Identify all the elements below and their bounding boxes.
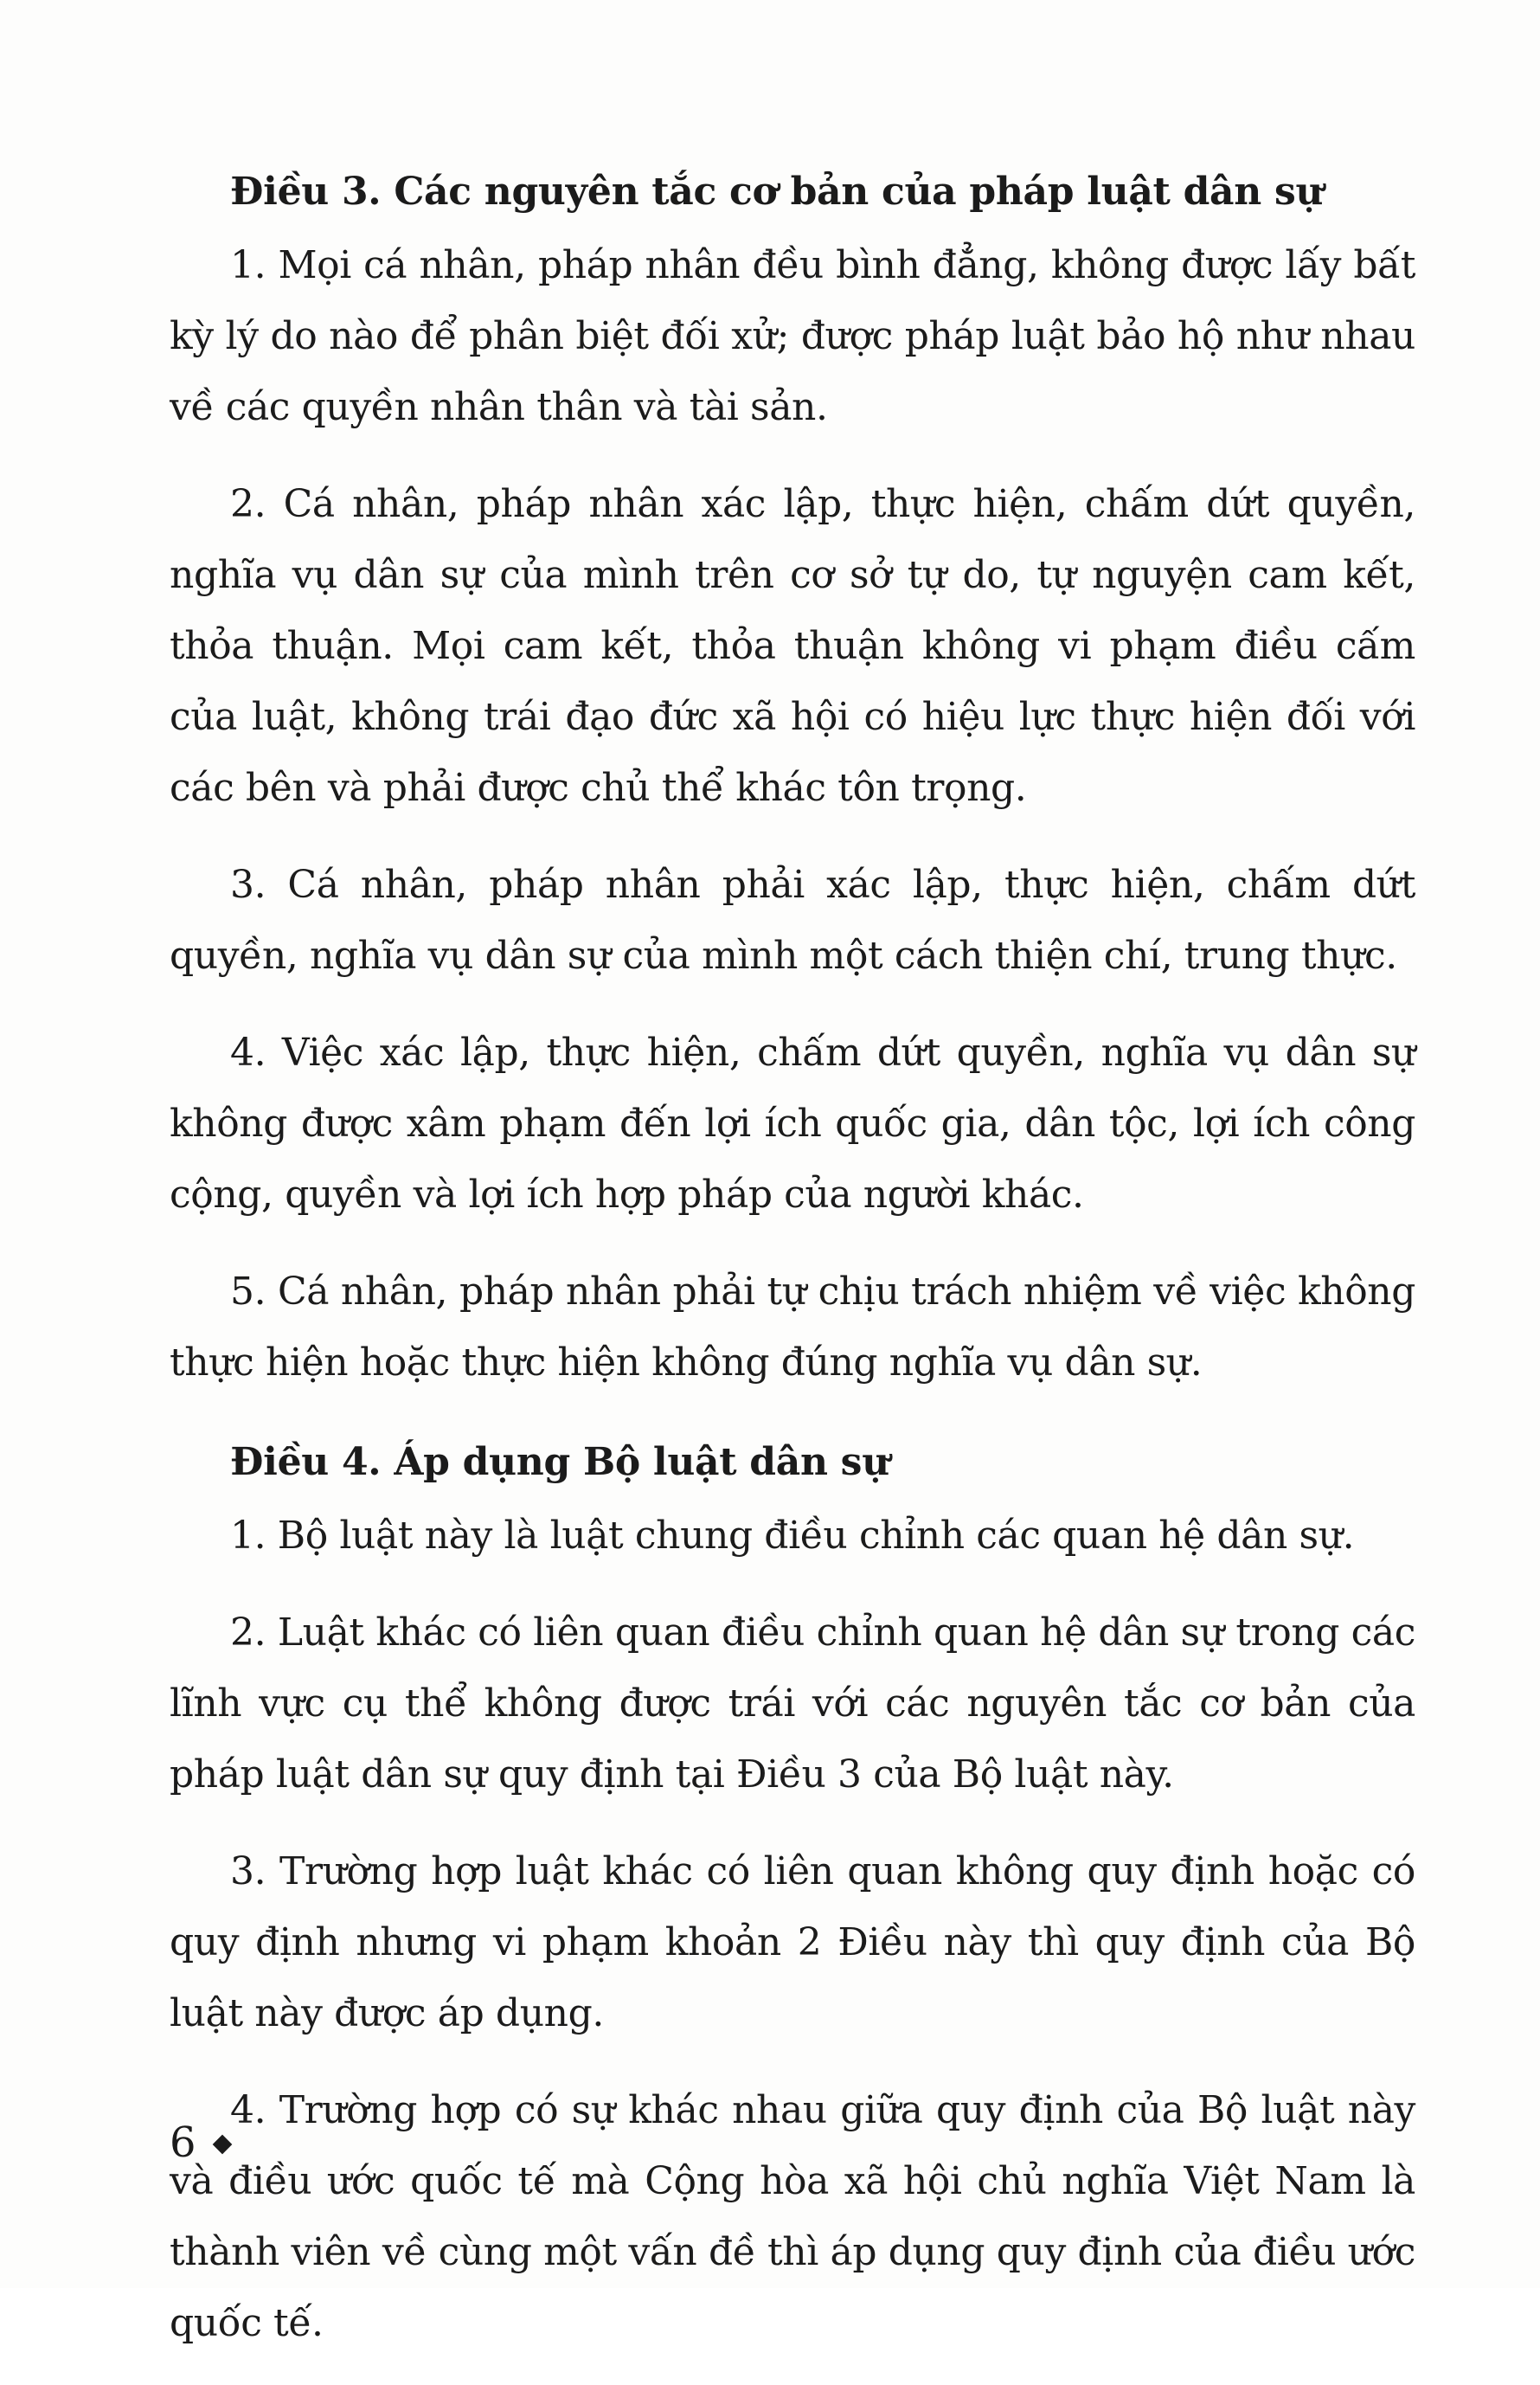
article-clause: 1. Bộ luật này là luật chung điều chỉnh các quan hệ dân sự. <box>230 1514 1355 1558</box>
page-content <box>170 154 1415 2385</box>
page-number: 6 <box>170 2118 196 2167</box>
article-4 <box>170 1424 1415 2359</box>
article-heading: Điều 3. Các nguyên tắc cơ bản của pháp luật dân sự <box>230 170 1324 214</box>
article-heading: Điều 4. Áp dụng Bộ luật dân sự <box>230 1440 889 1484</box>
article-clause: 3. Cá nhân, pháp nhân phải xác lập, thực hiện, chấm dứt quyền, nghĩa vụ dân sự của mình một cách thiện chí, trung thực. <box>170 863 1415 978</box>
article-clause: 2. Luật khác có liên quan điều chỉnh quan hệ dân sự trong các lĩnh vực cụ thể không được trái với các nguyên tắc cơ bản của pháp luật dân sự quy định tại Điều 3 của Bộ luật này. <box>170 1610 1415 1797</box>
article-clause: 4. Việc xác lập, thực hiện, chấm dứt quyền, nghĩa vụ dân sự không được xâm phạm đến lợi ích quốc gia, dân tộc, lợi ích công cộng, quyền và lợi ích hợp pháp của người khác. <box>170 1031 1415 1217</box>
article-3 <box>170 154 1415 1398</box>
page-footer <box>170 2118 229 2167</box>
article-clause: 4. Trường hợp có sự khác nhau giữa quy định của Bộ luật này và điều ước quốc tế mà Cộng hòa xã hội chủ nghĩa Việt Nam là thành viên về cùng một vấn đề thì áp dụng quy định của điều ước quốc tế. <box>170 2088 1415 2345</box>
article-clause: 2. Cá nhân, pháp nhân xác lập, thực hiện, chấm dứt quyền, nghĩa vụ dân sự của mình trên cơ sở tự do, tự nguyện cam kết, thỏa thuận. Mọi cam kết, thỏa thuận không vi phạm điều cấm của luật, không trái đạo đức xã hội có hiệu lực thực hiện đối với các bên và phải được chủ thể khác tôn trọng. <box>170 482 1415 810</box>
diamond-icon <box>212 2135 232 2155</box>
article-clause: 3. Trường hợp luật khác có liên quan không quy định hoặc có quy định nhưng vi phạm khoản 2 Điều này thì quy định của Bộ luật này được áp dụng. <box>170 1849 1415 2035</box>
article-clause: 5. Cá nhân, pháp nhân phải tự chịu trách nhiệm về việc không thực hiện hoặc thực hiện không đúng nghĩa vụ dân sự. <box>170 1270 1415 1385</box>
article-clause: 1. Mọi cá nhân, pháp nhân đều bình đẳng, không được lấy bất kỳ lý do nào để phân biệt đối xử; được pháp luật bảo hộ như nhau về các quyền nhân thân và tài sản. <box>170 243 1415 429</box>
